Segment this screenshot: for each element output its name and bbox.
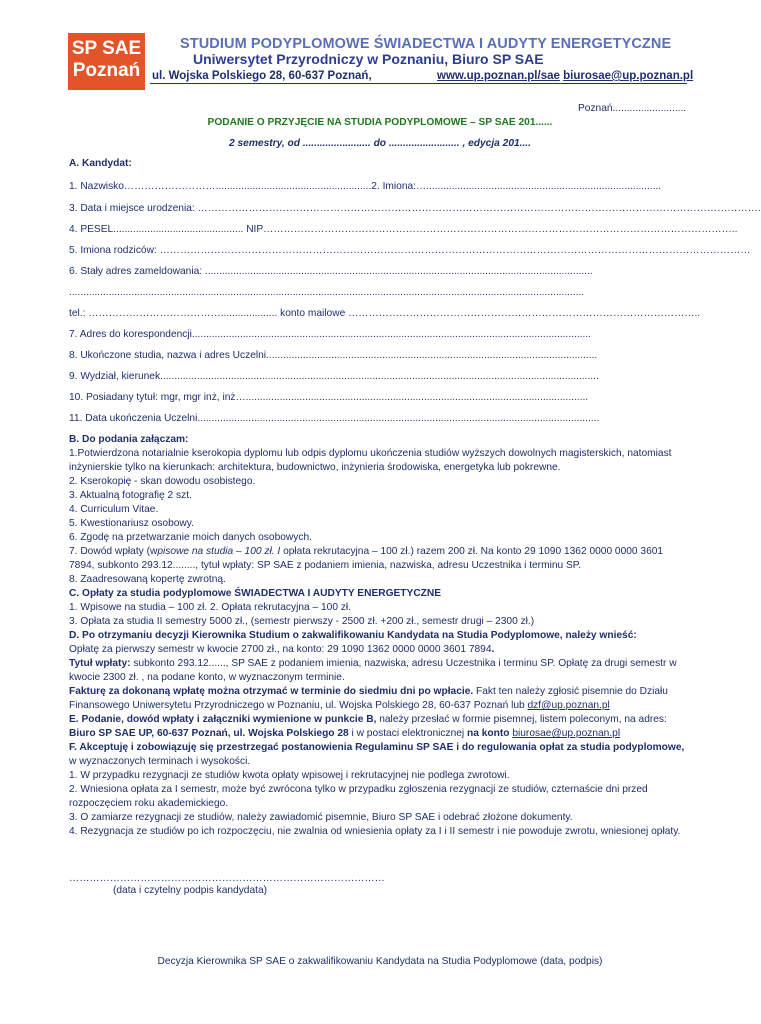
section-b-item1: 1.Potwierdzona notarialnie kserokopia dyplomu lub odpis dyplomu ukończenia studiów wyższych dowolnych magisterskich, natomiast inżynierskie tylko na kierunkach: architektura, budownictwo, inżynieria środowiska, energetyka lub pokrewne. [69,448,672,473]
header-divider [150,83,687,84]
d-line1-dot: . [491,644,495,655]
form-subtitle: 2 semestry, od ........................ do ......................... , edycja 201.... [229,138,531,149]
e-text2: i w postaci elektronicznej [348,728,468,739]
section-b-item7 [69,545,689,573]
section-b-item5: 5. Kwestionariusz osobowy. [69,518,194,529]
place-date: Poznań.......................... [578,103,687,114]
item7-part-b: opłata rekrutacyjna – 100 zł.) razem 200 zł. Na konto 29 1090 1362 0000 0000 3601 7894, subkonto 293.12........, tytuł wpłaty: SP SAE z podaniem imienia, nazwiska, adresu Uczestnika i terminu SP. [69,546,664,571]
header-address: ul. Wojska Polskiego 28, 60-637 Poznań, [152,70,372,82]
field-degree[interactable]: 10. Posiadany tytuł: mgr, mgr inż, inż…......................................................................................................................... [69,392,589,403]
dzf-email-link[interactable]: dzf@up.poznan.pl [527,700,610,711]
section-b-item3: 3. Aktualną fotografię 2 szt. [69,490,192,501]
header-title: STUDIUM PODYPLOMOWE ŚWIADECTWA I AUDYTY ENERGETYCZNE [180,36,672,52]
field-address[interactable]: 6. Stały adres zameldowania: ......................................................................................................................................... [69,266,593,277]
e-bold1: E. Podanie, dowód wpłaty i załączniki wymienione w punkcie B, [69,714,377,725]
section-f-item1: 1. W przypadku rezygnacji ze studiów kwota opłaty wpisowej i rekrutacyjnej nie podlega zwrotowi. [69,770,510,781]
footer-decision: Decyzja Kierownika SP SAE o zakwalifikowaniu Kandydata na Studia Podyplomowe (data, podpis) [157,956,603,967]
e-bold2: Biuro SP SAE UP, 60-637 Poznań, ul. Wojska Polskiego 28 [69,728,349,739]
section-f-item2: 2. Wniesiona opłata za I semestr, może być zwrócona tylko w przypadku zgłoszenia rezygnacji ze studiów, czternaście dni przed rozpoczęciem roku akademickiego. [69,784,648,809]
field-faculty[interactable]: 9. Wydział, kierunek........................................................................................................................................................... [69,371,599,382]
field-name[interactable]: 1. Nazwisko……………………….......................................................2. Imiona:…................................................................................... [69,181,662,192]
d-line2-rest: subkonto 293.12......, SP SAE z podaniem imienia, nazwiska, adresu Uczestnika i terminu SP. Opłatę za drugi semestr w kwocie 2300 zł. , na podane konto, w wyznaczonym terminie. [69,658,677,683]
e-text1: należy przesłać w formie pisemnej, listem poleconym, na adres: [376,714,667,725]
field-graduation-date[interactable]: 11. Data ukończenia Uczelni.............................................................................................................................................. [69,413,600,424]
header-subtitle: Uniwersytet Przyrodniczy w Poznaniu, Biuro SP SAE [193,51,544,67]
signature-line[interactable]: ………………………………………………………………………………… [69,873,385,884]
header-contact [437,70,693,82]
section-c-line1: 1. Wpisowe na studia – 100 zł. 2. Opłata rekrutacyjna – 100 zł. [69,602,352,613]
field-parents[interactable]: 5. Imiona rodziców: ………………………………………………………………………………………………………………………………………………………… [69,245,751,256]
section-b-heading: B. Do podania załączam: [69,434,189,445]
logo-line1: SP SAE [71,38,142,59]
section-f-heading [69,741,689,769]
field-phone-email[interactable]: tel.: ………………………………….................... konto mailowe ………………………………………………………………………………………….. [69,308,701,319]
section-b [69,433,689,839]
header-web-link[interactable]: www.up.poznan.pl/sae [437,70,560,82]
section-f-item4: 4. Rezygnacja ze studiów po ich rozpoczęciu, nie zwalnia od wniesienia opłaty za I i II semestr i nie powoduje zwrotu, wniesionej opłaty. [69,826,681,837]
section-a-heading: A. Kandydat: [69,158,132,169]
d-line1-text: Opłatę za pierwszy semestr w kwocie 2700 zł., na konto: 29 1090 1362 0000 0000 3601 7894 [69,644,492,655]
section-d-line1 [69,643,689,657]
f-heading-rest: w wyznaczonych terminach i wysokości. [69,756,251,767]
section-c-line2: 3. Opłata za studia II semestry 5000 zł., (semestr pierwszy - 2500 zł. +200 zł., semestr drugi – 2300 zł.) [69,616,535,627]
f-heading-bold: F. Akceptuję i zobowiązuję się przestrzegać postanowienia Regulaminu SP SAE i do regulowania opłat za studia podyplomowe, [69,742,685,753]
item7-italic: pisowe na studia – 100 zł. I [157,546,281,557]
section-b-item8: 8. Zaadresowaną kopertę zwrotną. [69,574,226,585]
form-title: PODANIE O PRZYJĘCIE NA STUDIA PODYPLOMOWE – SP SAE 201...... [207,117,553,128]
field-university[interactable]: 8. Ukończone studia, nazwa i adres Uczelni..................................................................................................................... [69,350,598,361]
logo-line2: Poznań [72,60,141,81]
header-email-link[interactable]: biurosae@up.poznan.pl [563,70,694,82]
section-b-item4: 4. Curriculum Vitae. [69,504,159,515]
d-line3-bold: Fakturę za dokonaną wpłatę można otrzymać w terminie do siedmiu dni po wpłacie. [69,686,474,697]
section-b-item6: 6. Zgodę na przetwarzanie moich danych osobowych. [69,532,312,543]
field-correspondence[interactable]: 7. Adres do korespondencji............................................................................................................................................. [69,329,591,340]
d-line3-rest: Fakt ten należy zgłosić pisemnie do Działu Finansowego Uniwersytetu Przyrodniczego w Poznaniu, ul. Wojska Polskiego 28, 60-637 Poznań lub [69,686,668,711]
item7-part-a: 7. Dowód wpłaty (w [69,546,158,557]
e-bold3: na konto [467,728,510,739]
field-address-cont[interactable]: ...................................................................................................................................................................................... [69,287,585,298]
field-birth[interactable]: 3. Data i miejsce urodzenia: …………………………………………………………………………………………………………………………………………………. [69,203,761,214]
section-d-line3 [69,685,689,713]
section-f-item3: 3. O zamiarze rezygnacji ze studiów, należy zawiadomić pisemnie, Biuro SP SAE i odebrać złożone dokumenty. [69,812,573,823]
section-d-heading: D. Po otrzymaniu decyzji Kierownika Studium o zakwalifikowaniu Kandydata na Studia Podyplomowe, należy wnieść: [69,630,637,641]
d-line2-bold: Tytuł wpłaty: [69,658,131,669]
section-e [69,713,689,741]
sp-sae-logo [68,33,145,90]
section-d-line2 [69,657,689,685]
field-pesel-nip[interactable]: 4. PESEL.............................................. NIP………………………………………………………………………………………………………………………….. [69,224,738,235]
section-c-heading: C. Opłaty za studia podyplomowe ŚWIADECTWA I AUDYTY ENERGETYCZNE [69,588,442,599]
section-b-item2: 2. Kserokopię - skan dowodu osobistego. [69,476,256,487]
biurosae-email-link[interactable]: biurosae@up.poznan.pl [512,728,621,739]
signature-label: (data i czytelny podpis kandydata) [113,885,268,896]
